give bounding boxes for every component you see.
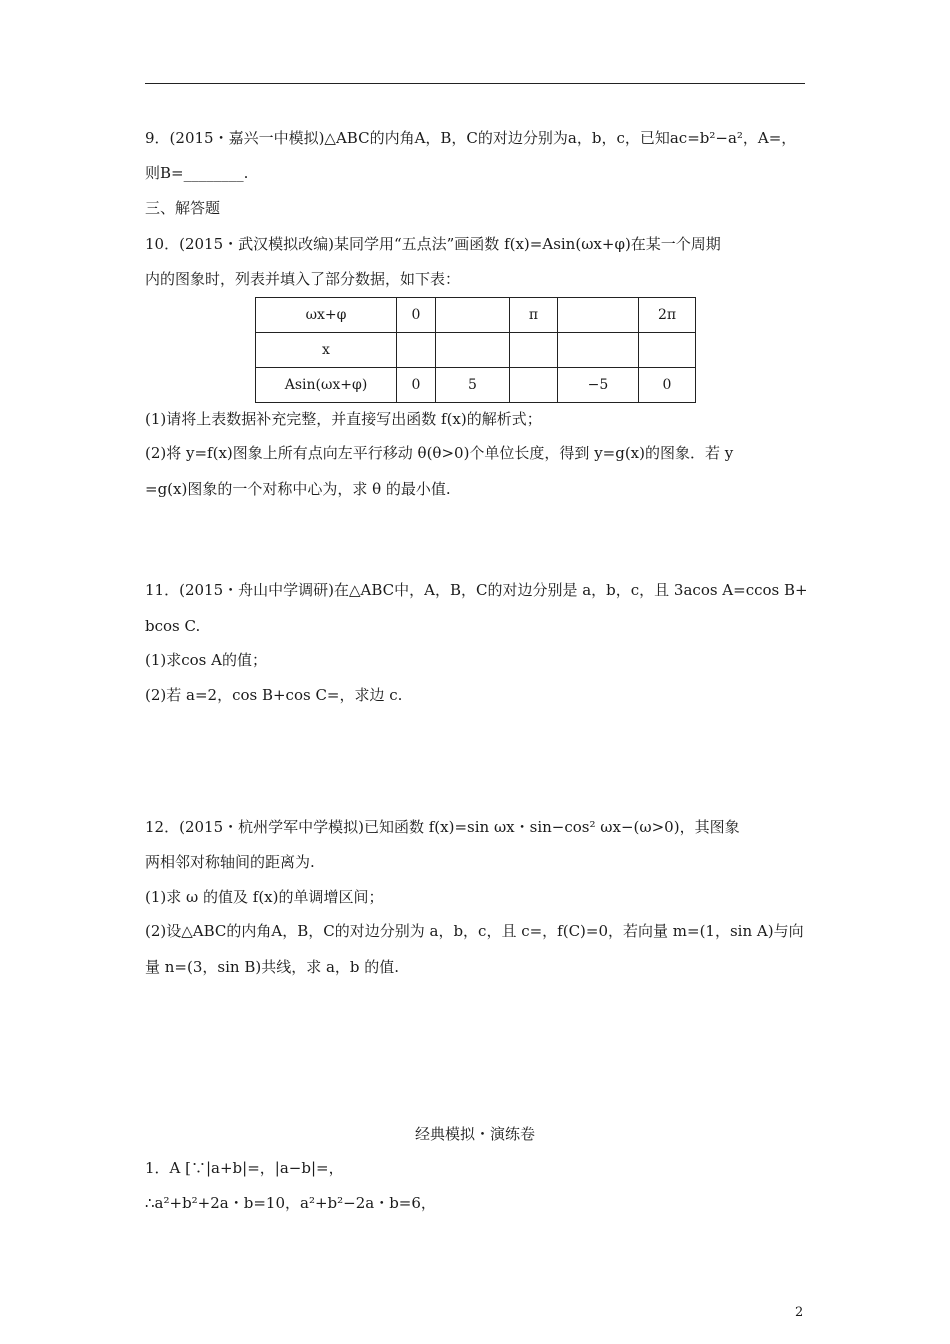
q11-part-1: (1)求cos A的值； <box>145 651 267 669</box>
table-cell <box>558 298 639 333</box>
answer-line-1: 1．A [∵|a+b|=，|a−b|=， <box>145 1159 344 1177</box>
q10-line-2: 内的图象时，列表并填入了部分数据，如下表： <box>145 270 461 288</box>
table-cell: x <box>256 333 397 368</box>
table-cell <box>558 333 639 368</box>
table-cell <box>436 298 510 333</box>
q12-line-1: 12．(2015・杭州学军中学模拟)已知函数 f(x)=sin ωx・sin−cos² ωx−(ω>0)，其图象 <box>145 818 740 836</box>
five-point-table <box>255 297 696 403</box>
page-number: 2 <box>795 1305 804 1320</box>
header-rule <box>145 83 805 84</box>
table-cell: 2π <box>639 298 696 333</box>
q10-part-2a: (2)将 y=f(x)图象上所有点向左平行移动 θ(θ>0)个单位长度，得到 y=g(x)的图象．若 y <box>145 444 734 462</box>
table-cell: 0 <box>397 298 436 333</box>
table-cell <box>510 368 558 403</box>
table-cell: 0 <box>639 368 696 403</box>
q12-line-2: 两相邻对称轴间的距离为. <box>145 853 315 871</box>
q10-part-2b: =g(x)图象的一个对称中心为，求 θ 的最小值. <box>145 480 451 498</box>
table-cell: Asin(ωx+φ) <box>256 368 397 403</box>
q12-part-1: (1)求 ω 的值及 f(x)的单调增区间； <box>145 888 384 906</box>
table-row <box>256 298 696 333</box>
q12-part-2b: 量 n=(3，sin B)共线，求 a，b 的值. <box>145 958 400 976</box>
table-cell <box>510 333 558 368</box>
answers-title: 经典模拟・演练卷 <box>414 1125 535 1143</box>
table-cell: ωx+φ <box>256 298 397 333</box>
q10-part-1: (1)请将上表数据补充完整，并直接写出函数 f(x)的解析式； <box>145 410 542 428</box>
q9-line-1: 9．(2015・嘉兴一中模拟)△ABC的内角A，B，C的对边分别为a，b，c，已知ac=b²−a²，A=， <box>145 129 797 147</box>
table-cell <box>436 333 510 368</box>
table-row <box>256 333 696 368</box>
q11-line-1: 11．(2015・舟山中学调研)在△ABC中，A，B，C的对边分别是 a，b，c，且 3acos A=ccos B+ <box>145 581 808 599</box>
table-cell <box>639 333 696 368</box>
q10-line-1: 10．(2015・武汉模拟改编)某同学用“五点法”画函数 f(x)=Asin(ωx+φ)在某一个周期 <box>145 235 721 253</box>
table-cell: 0 <box>397 368 436 403</box>
table-cell: 5 <box>436 368 510 403</box>
q12-part-2a: (2)设△ABC的内角A，B，C的对边分别为 a，b，c，且 c=，f(C)=0，若向量 m=(1，sin A)与向 <box>145 922 804 940</box>
section-heading: 三、解答题 <box>145 199 221 217</box>
q11-part-2: (2)若 a=2，cos B+cos C=，求边 c. <box>145 686 403 704</box>
answer-line-2: ∴a²+b²+2a・b=10，a²+b²−2a・b=6， <box>145 1194 436 1212</box>
q9-line-2: 则B=________. <box>145 164 249 182</box>
q11-line-2: bcos C. <box>145 617 201 635</box>
table-cell: −5 <box>558 368 639 403</box>
table-cell: π <box>510 298 558 333</box>
table-cell <box>397 333 436 368</box>
table-row <box>256 368 696 403</box>
